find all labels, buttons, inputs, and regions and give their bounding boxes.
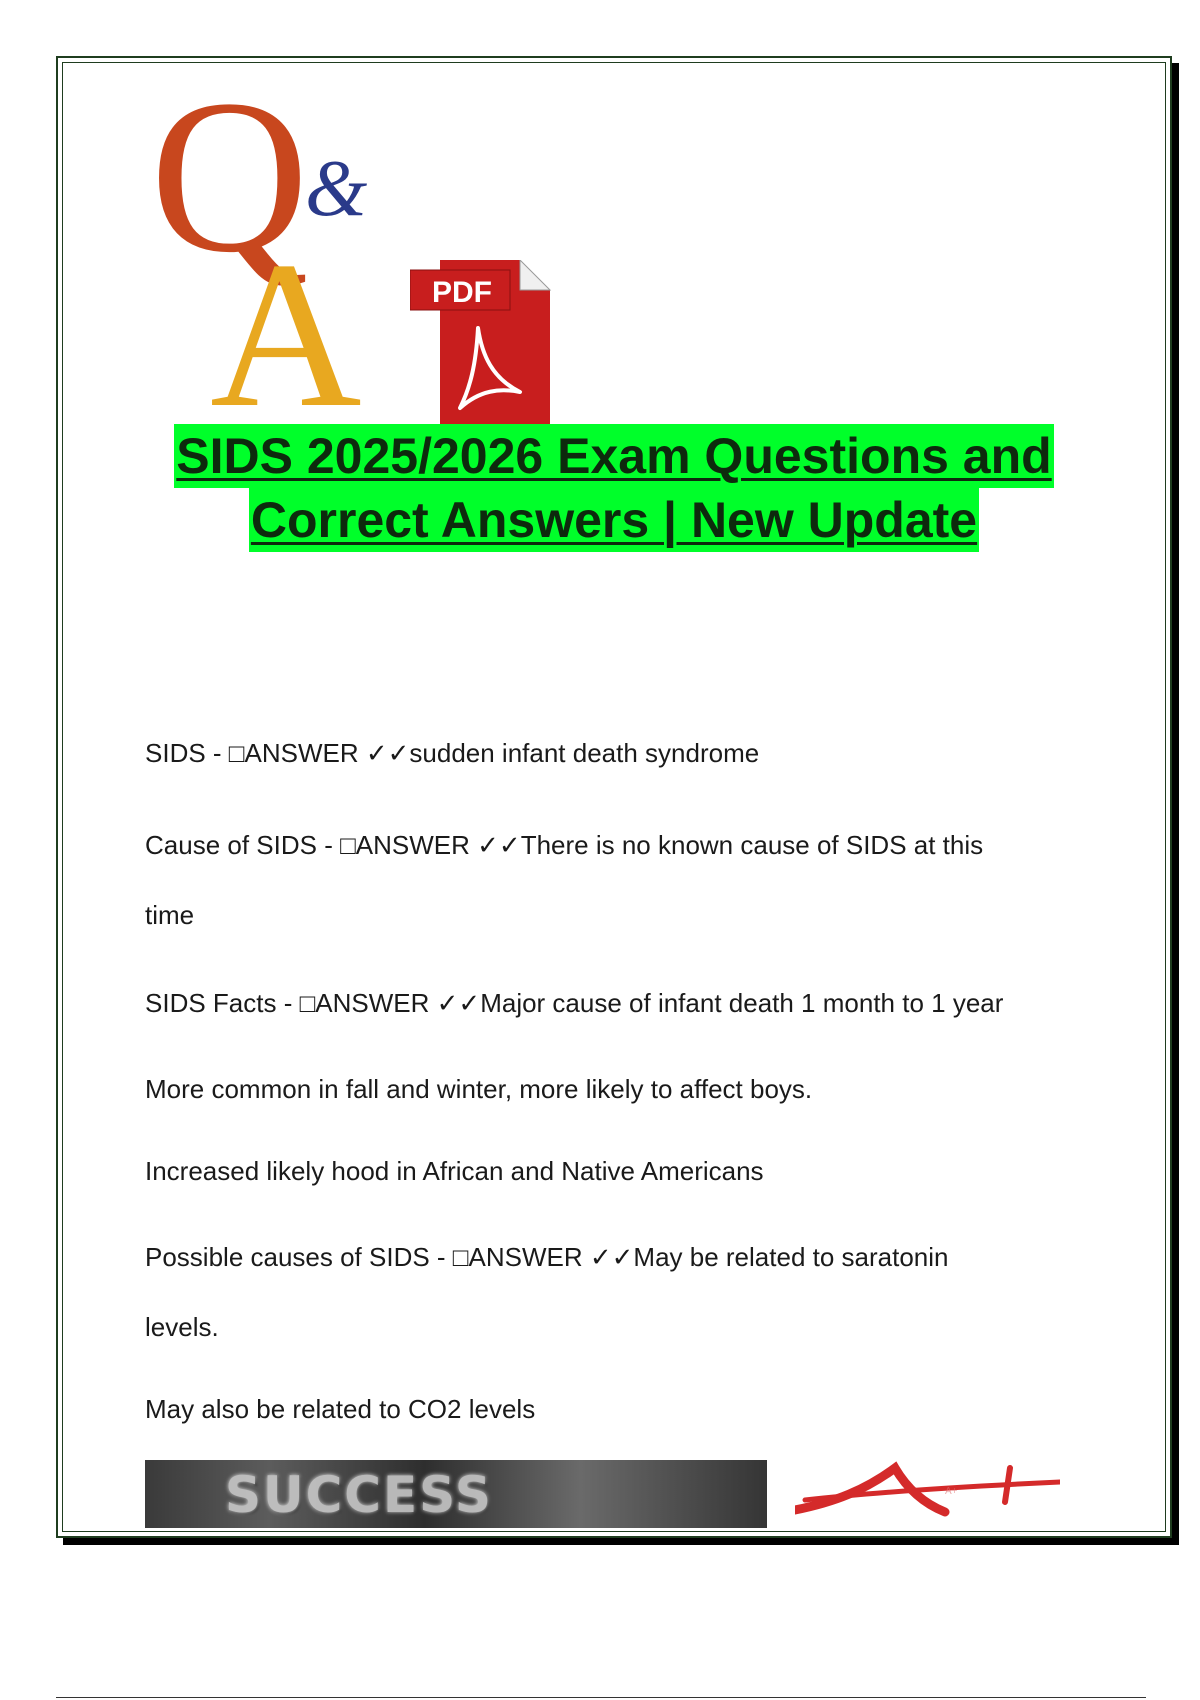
bottom-divider (56, 1697, 1146, 1698)
qa-line: Cause of SIDS - □ANSWER ✓✓There is no known cause of SIDS at this (145, 830, 984, 860)
logo-q-letter: Q (150, 75, 309, 298)
logo-ampersand: & (305, 145, 368, 233)
success-text: SUCCESS (225, 1466, 493, 1524)
success-banner (145, 1460, 767, 1528)
qa-line: levels. (145, 1312, 219, 1342)
pdf-label: PDF (432, 276, 492, 309)
title-line-1: SIDS 2025/2026 Exam Questions and (174, 424, 1053, 488)
pdf-icon (410, 260, 555, 425)
qa-line: Possible causes of SIDS - □ANSWER ✓✓May be related to saratonin (145, 1242, 949, 1272)
qa-line: More common in fall and winter, more likely to affect boys. (145, 1074, 813, 1104)
qa-logo (150, 75, 400, 415)
qa-line: time (145, 900, 195, 930)
qa-line: Increased likely hood in African and Native Americans (145, 1156, 764, 1186)
qa-line: May also be related to CO2 levels (145, 1394, 536, 1424)
a-plus-grade-icon (795, 1460, 1060, 1530)
grade-text: A+ (945, 1486, 958, 1497)
logo-a-letter: A (210, 219, 362, 415)
qa-line: SIDS Facts - □ANSWER ✓✓Major cause of infant death 1 month to 1 year (145, 988, 1004, 1018)
title-line-2: Correct Answers | New Update (249, 488, 979, 552)
document-title (56, 424, 1172, 552)
qa-line: SIDS - □ANSWER ✓✓sudden infant death syndrome (145, 738, 760, 768)
